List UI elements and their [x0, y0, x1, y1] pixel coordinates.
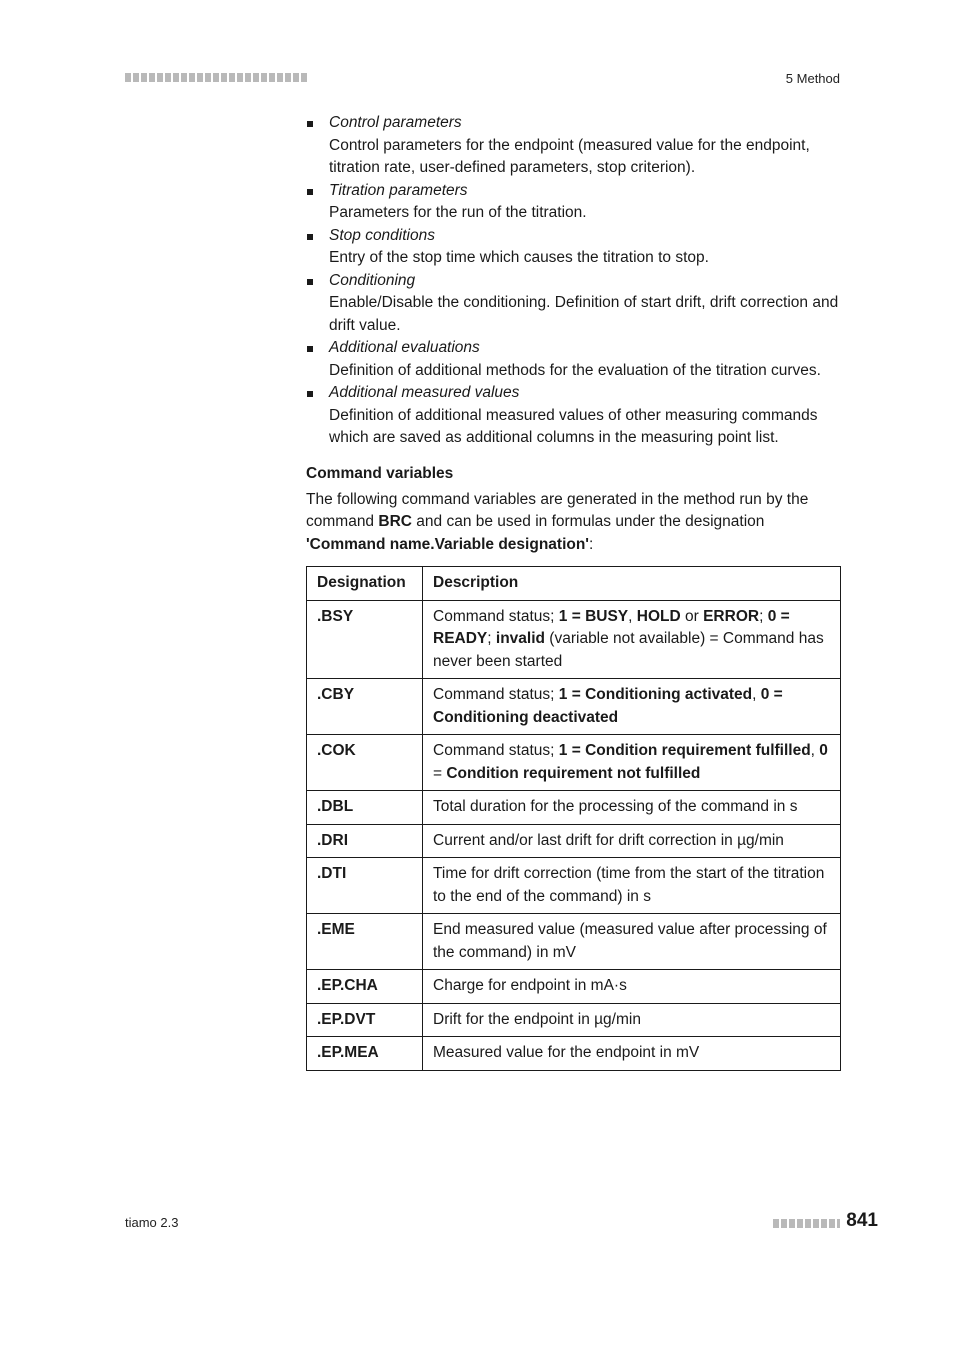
- variable-designation: .EP.DVT: [307, 1003, 423, 1037]
- parameter-description: Enable/Disable the conditioning. Definition of start drift, drift correction and drift value.: [329, 294, 839, 334]
- parameter-description: Control parameters for the endpoint (measured value for the endpoint, titration rate, user-defined parameters, stop criterion).: [329, 136, 810, 176]
- variable-designation: .EP.CHA: [307, 970, 423, 1004]
- footer-decoration: [773, 1219, 840, 1228]
- table-row: [307, 600, 841, 679]
- command-variables-table: [306, 566, 841, 1071]
- table-row: [307, 679, 841, 735]
- intro-paragraph: The following command variables are generated in the method run by the command BRC and can be used in formulas under the designation 'Command name.Variable designation':: [306, 490, 809, 553]
- variable-description: Measured value for the endpoint in mV: [423, 1037, 841, 1071]
- variable-description: Command status; 1 = Conditioning activated, 0 = Conditioning deactivated: [423, 679, 841, 735]
- parameter-description: Definition of additional methods for the evaluation of the titration curves.: [329, 361, 821, 379]
- parameter-term: Additional evaluations: [329, 339, 480, 356]
- variable-designation: .EP.MEA: [307, 1037, 423, 1071]
- parameter-description: Parameters for the run of the titration.: [329, 204, 587, 221]
- list-item: [306, 225, 841, 270]
- table-row: [307, 824, 841, 858]
- table-row: [307, 1003, 841, 1037]
- parameter-term: Conditioning: [329, 271, 416, 289]
- running-header: 5 Method: [785, 71, 840, 86]
- table-row: [307, 858, 841, 914]
- variable-description: Total duration for the processing of the command in s: [423, 791, 841, 825]
- table-row: [307, 735, 841, 791]
- list-item: [306, 382, 841, 450]
- parameter-description: Definition of additional measured values of other measuring commands which are saved as additional columns in the measuring point list.: [329, 406, 818, 446]
- header-description: Description: [423, 567, 841, 601]
- variable-description: Command status; 1 = Condition requirement fulfilled, 0 = Condition requirement not fulfilled: [423, 735, 841, 791]
- parameter-term: Stop conditions: [329, 226, 435, 244]
- header-decoration: [125, 73, 307, 82]
- table-row: [307, 970, 841, 1004]
- parameter-list: [306, 112, 841, 450]
- variable-designation: .DTI: [307, 858, 423, 914]
- table-row: [307, 791, 841, 825]
- designation-format: 'Command name.Variable designation': [306, 535, 589, 553]
- variable-designation: .COK: [307, 735, 423, 791]
- variable-description: End measured value (measured value after processing of the command) in mV: [423, 914, 841, 970]
- variable-designation: .EME: [307, 914, 423, 970]
- parameter-term: Additional measured values: [329, 384, 520, 401]
- list-item: [306, 112, 841, 180]
- footer-product: tiamo 2.3: [125, 1215, 179, 1230]
- variable-description: Current and/or last drift for drift correction in µg/min: [423, 824, 841, 858]
- header-designation: Designation: [307, 567, 423, 601]
- table-row: [307, 1037, 841, 1071]
- parameter-term: Titration parameters: [329, 181, 468, 199]
- variable-designation: .CBY: [307, 679, 423, 735]
- page-number: 841: [846, 1210, 878, 1231]
- list-item: [306, 337, 841, 382]
- command-name: BRC: [378, 513, 412, 530]
- variable-description: Charge for endpoint in mA·s: [423, 970, 841, 1004]
- variable-description: Drift for the endpoint in µg/min: [423, 1003, 841, 1037]
- list-item: [306, 180, 841, 225]
- table-row: [307, 914, 841, 970]
- variable-designation: .DRI: [307, 824, 423, 858]
- parameter-description: Entry of the stop time which causes the titration to stop.: [329, 249, 709, 266]
- variable-description: Time for drift correction (time from the start of the titration to the end of the command) in s: [423, 858, 841, 914]
- variable-designation: .BSY: [307, 600, 423, 679]
- main-content: [306, 112, 841, 1071]
- list-item: [306, 270, 841, 338]
- variable-designation: .DBL: [307, 791, 423, 825]
- parameter-term: Control parameters: [329, 114, 462, 131]
- variable-description: Command status; 1 = BUSY, HOLD or ERROR; 0 = READY; invalid (variable not available) = Command has never been started: [423, 600, 841, 679]
- table-header-row: [307, 567, 841, 601]
- section-heading: Command variables: [306, 464, 454, 482]
